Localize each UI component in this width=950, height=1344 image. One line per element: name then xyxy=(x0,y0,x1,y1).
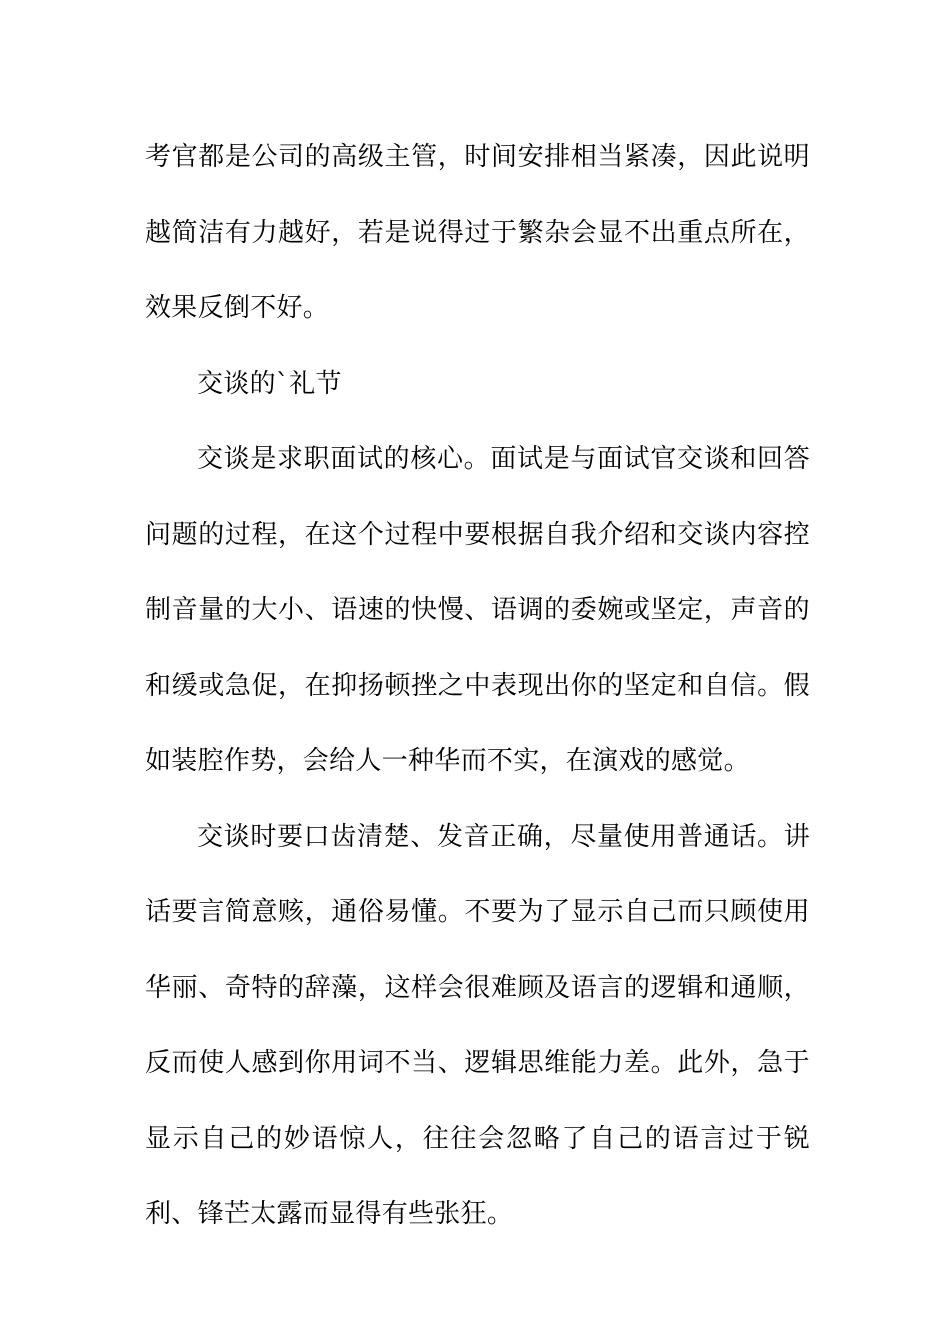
section-heading: 交谈的`礼节 xyxy=(197,368,342,399)
paragraph-speaking-clearly: 交谈时要口齿清楚、发音正确，尽量使用普通话。讲话要言简意赅，通俗易懂。不要为了显示自己而只顾使用华丽、奇特的辞藻，这样会很难顾及语言的逻辑和通顺，反而使人感到你用词不当、逻辑思维能力差。此外，急于显示自己的妙语惊人，往往会忽略了自己的语言过于锐利、锋芒太露而显得有些张狂。 xyxy=(145,821,810,1229)
paragraph-continuation: 考官都是公司的高级主管，时间安排相当紧凑，因此说明越简洁有力越好，若是说得过于繁杂会显不出重点所在，效果反倒不好。 xyxy=(145,142,810,323)
document-body xyxy=(145,120,810,1253)
paragraph-conversation-core: 交谈是求职面试的核心。面试是与面试官交谈和回答问题的过程，在这个过程中要根据自我介绍和交谈内容控制音量的大小、语速的快慢、语调的委婉或坚定，声音的和缓或急促，在抑扬顿挫之中表现出你的坚定和自信。假如装腔作势，会给人一种华而不实，在演戏的感觉。 xyxy=(145,444,810,776)
